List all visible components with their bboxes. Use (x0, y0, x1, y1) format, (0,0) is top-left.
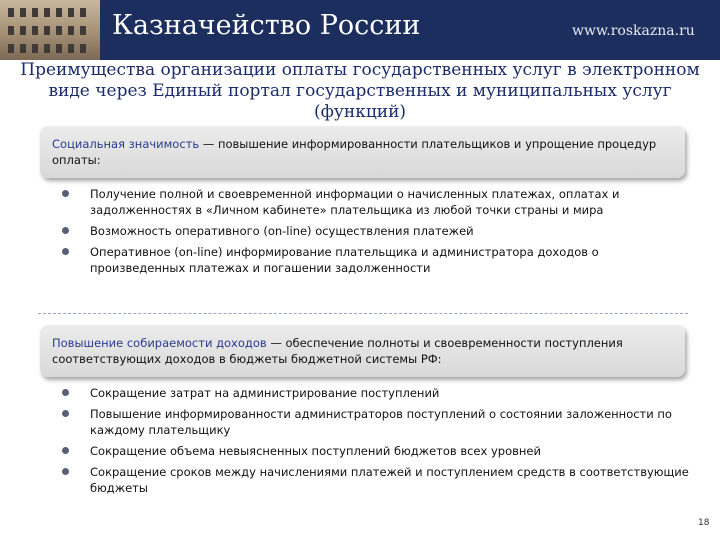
bullet-icon (62, 227, 69, 234)
list-item: Возможность оперативного (on-line) осуществления платежей (52, 223, 692, 239)
list-item: Сокращение затрат на администрирование поступлений (52, 385, 692, 401)
list-item: Получение полной и своевременной информации о начисленных платежах, оплатах и задолженностях в «Личном кабинете» плательщика из любой точки страны и мира (52, 186, 692, 218)
header-title: Казначейство России (112, 10, 421, 41)
header-bar (0, 0, 720, 60)
section-2-panel (40, 325, 685, 377)
page-title: Преимущества организации оплаты государственных услуг в электронном виде через Единый портал государственных и муниципальных услуг (функций) (20, 60, 700, 122)
section-divider (38, 313, 688, 314)
page-number: 18 (698, 518, 710, 528)
bullet-icon (62, 248, 69, 255)
section-1-heading (52, 136, 675, 168)
list-item: Сокращение объема невыясненных поступлений бюджетов всех уровней (52, 443, 692, 459)
bullet-icon (62, 389, 69, 396)
bullet-icon (62, 468, 69, 475)
section-1-highlight: Социальная значимость (52, 137, 200, 151)
section-2-heading (52, 335, 675, 367)
section-2-bullet-list (52, 385, 692, 501)
list-item: Сокращение сроков между начислениями платежей и поступлением средств в соответствующие бюджеты (52, 464, 692, 496)
header-url[interactable]: www.roskazna.ru (572, 23, 695, 39)
building-image (0, 0, 100, 60)
bullet-icon (62, 410, 69, 417)
list-item: Оперативное (on-line) информирование плательщика и администратора доходов о произведенных платежах и погашении задолженности (52, 244, 692, 276)
bullet-icon (62, 447, 69, 454)
bullet-icon (62, 190, 69, 197)
section-1-panel (40, 126, 685, 178)
section-1-bullet-list (52, 186, 692, 281)
section-2-heading-rest: — обеспечение полноты и своевременности поступления соответствующих доходов в бюджеты бюджетной системы РФ: (52, 336, 623, 366)
list-item: Повышение информированности администраторов поступлений о состоянии заложенности по каждому плательщику (52, 406, 692, 438)
section-2-highlight: Повышение собираемости доходов (52, 336, 267, 350)
section-1-heading-rest: — повышение информированности плательщиков и упрощение процедур оплаты: (52, 137, 657, 167)
